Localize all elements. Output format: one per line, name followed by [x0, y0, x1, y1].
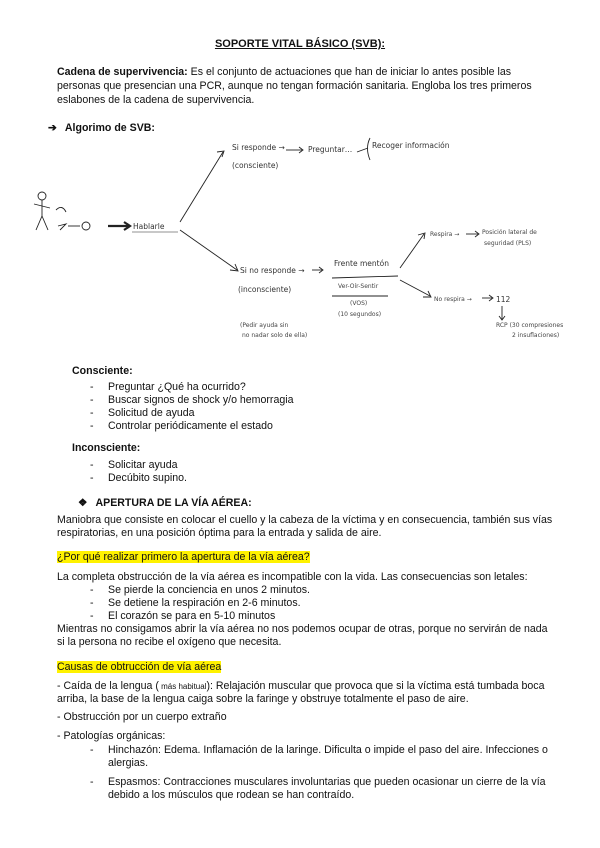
svb-algorithm-diagram: [20, 130, 590, 380]
causes-heading: [57, 661, 221, 673]
airway-heading-text: APERTURA DE LA VÍA AÉREA:: [95, 497, 252, 509]
list-item: - Decúbito supino.: [90, 472, 187, 485]
cause-pathologies: - Patologías orgánicas:: [57, 730, 166, 742]
diagram-ask-label: Preguntar…: [308, 145, 353, 154]
person-figure-icon: [34, 192, 90, 230]
diagram-start-label: Hablarle: [133, 222, 165, 231]
diagram-see-sub-2: (10 segundos): [338, 311, 382, 318]
diagram-collect-label: Recoger información: [372, 141, 450, 150]
page-title: SOPORTE VITAL BÁSICO (SVB):: [214, 38, 386, 50]
diagram-tilt-label: Frente mentón: [334, 259, 389, 268]
why-after-paragraph: Mientras no consigamos abrir la vía aérea no nos podemos ocupar de otras, porque no servirán de nada si la persona no recibe el oxígeno que necesita.: [57, 623, 548, 648]
diagram-pls-label-1: Posición lateral de: [482, 229, 537, 236]
diagram-see-sub: (VOS): [350, 300, 368, 307]
airway-heading: [78, 497, 252, 509]
unconscious-heading: Inconsciente:: [72, 442, 141, 454]
intro-label: Cadena de supervivencia:: [57, 66, 188, 78]
why-question: ¿Por qué realizar primero la apertura de la vía aérea?: [57, 551, 310, 563]
unconscious-list: [90, 459, 187, 485]
cause-tongue: [57, 680, 557, 706]
list-item: - Preguntar ¿Qué ha ocurrido?: [90, 381, 293, 394]
diagram-no-respond-label: Si no responde →: [240, 266, 305, 275]
list-item: - Se pierde la conciencia en unos 2 minutos.: [90, 584, 310, 597]
diagram-pls-label-2: seguridad (PLS): [484, 240, 532, 247]
why-list: [90, 584, 310, 623]
arrow-icon: ➔: [48, 122, 57, 134]
diagram-rcp-label: RCP (30 compresiones: [496, 322, 564, 329]
diagram-emergency-number: 112: [496, 295, 511, 304]
list-item: - Espasmos: Contracciones musculares involuntarias que pueden ocasionar un cierre de la vía debido a los músculos que rodean se han contraído.: [90, 776, 550, 802]
conscious-list: [90, 381, 293, 433]
why-paragraph: La completa obstrucción de la vía aérea es incompatible con la vida. Las consecuencias son letales:: [57, 571, 528, 583]
diagram-no-respond-note-2: no nadar solo de ella): [242, 332, 308, 339]
conscious-heading: Consciente:: [72, 365, 133, 377]
algorithm-heading-text: Algorimo de SVB:: [64, 122, 155, 134]
diagram-responds-sub: (consciente): [232, 161, 279, 170]
intro-text: Es el conjunto de actuaciones que han de iniciar lo antes posible las personas que presencian una PCR, aunque no tengan formación sanitaria. Engloba los tres primeros eslabones de la cadena de supervivencia.: [57, 66, 532, 106]
diagram-responds-label: Si responde →: [232, 143, 285, 152]
diagram-no-respond-sub: (inconsciente): [238, 285, 292, 294]
list-item: - Buscar signos de shock y/o hemorragia: [90, 394, 293, 407]
causes-heading-text: Causas de obtrucción de vía aérea: [57, 661, 222, 673]
cause-tongue-note: más habitual: [158, 682, 207, 691]
list-item: - Solicitud de ayuda: [90, 407, 293, 420]
list-item: - El corazón se para en 5-10 minutos: [90, 610, 310, 623]
diagram-not-breathe-label: No respira →: [434, 296, 472, 303]
list-item: - Controlar periódicamente el estado: [90, 420, 293, 433]
list-item: - Hinchazón: Edema. Inflamación de la laringe. Dificulta o impide el paso del aire. Infecciones o alergias.: [90, 744, 550, 770]
airway-paragraph: Maniobra que consiste en colocar el cuello y la cabeza de la víctima y en consecuencia, también sus vías respiratorias, en una posición óptima para la entrada y salida de aire.: [57, 514, 553, 539]
cause-tongue-text: ): Relajación muscular que provoca que si la víctima está tumbada boca arriba, la base de la lengua caiga sobre la faringe y obstruye totalmente el paso de aire.: [57, 680, 545, 705]
diagram-breathes-label: Respira →: [430, 231, 460, 238]
diagram-see-label: Ver-Oír-Sentir: [338, 283, 379, 290]
list-item: - Solicitar ayuda: [90, 459, 187, 472]
diagram-rcp-label-2: 2 insuflaciones): [512, 332, 560, 339]
diamond-bullet-icon: ❖: [78, 497, 88, 509]
cause-foreign-body: - Obstrucción por un cuerpo extraño: [57, 711, 227, 723]
diagram-no-respond-note-1: (Pedir ayuda sin: [240, 322, 289, 329]
cause-tongue-prefix: - Caída de la lengua (: [57, 680, 159, 692]
pathologies-list: [90, 744, 550, 802]
intro-paragraph: [57, 65, 557, 107]
why-heading: [57, 551, 310, 563]
list-item: - Se detiene la respiración en 2-6 minutos.: [90, 597, 310, 610]
